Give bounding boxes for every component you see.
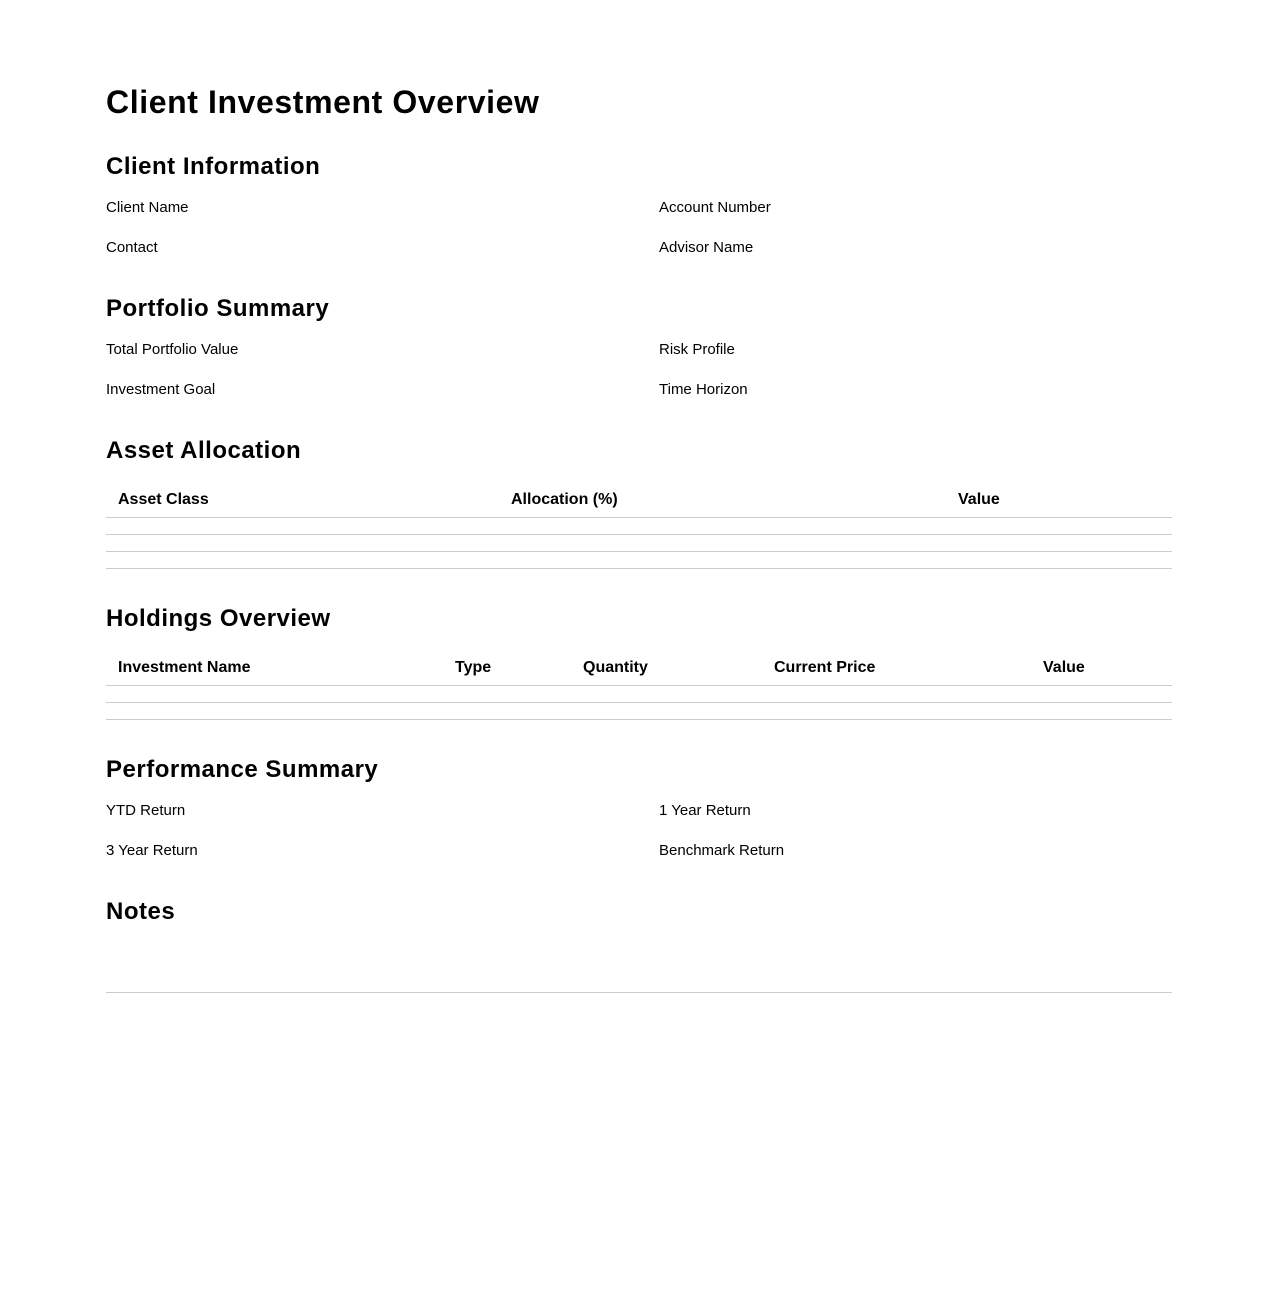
column-header-value: Value	[946, 482, 1172, 518]
table-cell	[499, 552, 946, 569]
table-header-row	[106, 650, 1172, 686]
client-name-label: Client Name	[106, 199, 189, 216]
notes-heading: Notes	[106, 898, 176, 925]
total-portfolio-value-label: Total Portfolio Value	[106, 341, 239, 358]
table-cell	[571, 686, 762, 703]
table-cell	[946, 535, 1172, 552]
performance-summary-heading: Performance Summary	[106, 756, 379, 783]
column-header-asset-class: Asset Class	[106, 482, 499, 518]
table-cell	[946, 518, 1172, 535]
table-cell	[443, 703, 571, 720]
asset-allocation-heading: Asset Allocation	[106, 437, 302, 464]
column-header-current-price: Current Price	[762, 650, 1031, 686]
table-cell	[946, 552, 1172, 569]
table-row	[106, 518, 1172, 535]
table-cell	[106, 686, 443, 703]
advisor-name-label: Advisor Name	[659, 239, 754, 256]
ytd-return-label: YTD Return	[106, 802, 186, 819]
table-row	[106, 686, 1172, 703]
table-cell	[1031, 703, 1172, 720]
risk-profile-label: Risk Profile	[659, 341, 735, 358]
three-year-return-label: 3 Year Return	[106, 842, 198, 859]
column-header-type: Type	[443, 650, 571, 686]
benchmark-return-label: Benchmark Return	[659, 842, 785, 859]
table-cell	[106, 552, 499, 569]
holdings-heading: Holdings Overview	[106, 605, 331, 632]
asset-allocation-table	[106, 482, 1172, 569]
column-header-investment-name: Investment Name	[106, 650, 443, 686]
table-header-row	[106, 482, 1172, 518]
table-row	[106, 535, 1172, 552]
table-cell	[106, 518, 499, 535]
table-cell	[106, 535, 499, 552]
table-cell	[443, 686, 571, 703]
notes-content	[106, 935, 1172, 993]
table-cell	[762, 703, 1031, 720]
table-cell	[571, 703, 762, 720]
table-cell	[1031, 686, 1172, 703]
page-title: Client Investment Overview	[106, 84, 540, 120]
table-cell	[499, 518, 946, 535]
investment-goal-label: Investment Goal	[106, 381, 216, 398]
account-number-label: Account Number	[659, 199, 771, 216]
table-row	[106, 552, 1172, 569]
table-cell	[106, 703, 443, 720]
one-year-return-label: 1 Year Return	[659, 802, 751, 819]
table-cell	[762, 686, 1031, 703]
column-header-quantity: Quantity	[571, 650, 762, 686]
column-header-allocation: Allocation (%)	[499, 482, 946, 518]
portfolio-summary-heading: Portfolio Summary	[106, 295, 330, 322]
column-header-value: Value	[1031, 650, 1172, 686]
table-cell	[499, 535, 946, 552]
contact-label: Contact	[106, 239, 158, 256]
holdings-table	[106, 650, 1172, 720]
time-horizon-label: Time Horizon	[659, 381, 748, 398]
table-row	[106, 703, 1172, 720]
client-info-heading: Client Information	[106, 153, 321, 180]
